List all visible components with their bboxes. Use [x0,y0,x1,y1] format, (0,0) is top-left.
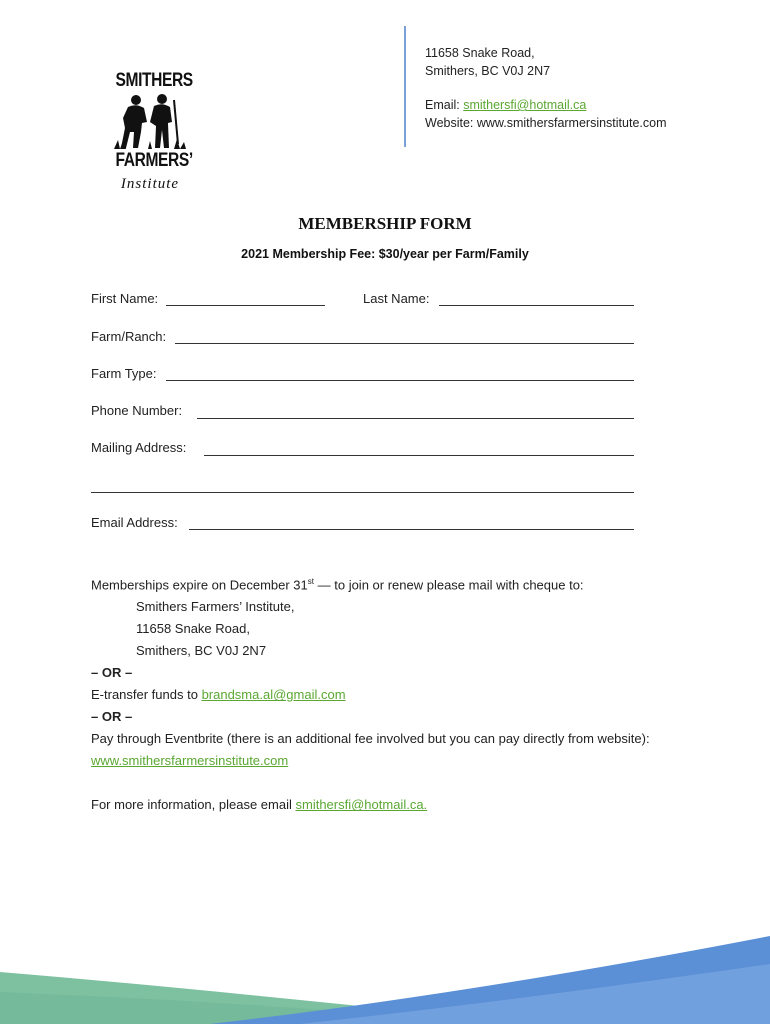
contact-block [425,45,667,132]
logo-word-institute: Institute [120,176,180,192]
address-street: 11658 Snake Road, [425,46,535,60]
contact-email-line: Email: smithersfi@hotmail.ca [425,98,587,112]
eventbrite-website-link[interactable]: www.smithersfarmersinstitute.com [91,753,289,769]
mail-to-line-3: Smithers, BC V0J 2N7 [136,643,267,659]
form-title: MEMBERSHIP FORM [298,214,472,233]
farm-type-line[interactable] [166,380,634,381]
email-address-line[interactable] [189,529,634,530]
or-separator-2: – OR – [91,709,133,725]
farm-ranch-line[interactable] [175,343,634,344]
first-name-label: First Name: [91,291,159,306]
footer-wave-decoration [0,934,770,1024]
mailing-address-line-1[interactable] [204,455,634,456]
phone-number-line[interactable] [197,418,634,419]
address-city: Smithers, BC V0J 2N7 [425,63,551,78]
logo-word-farmers: FARMERS’ [115,150,193,171]
mail-to-line-2: 11658 Snake Road, [136,621,250,637]
header-divider [404,26,406,147]
last-name-label: Last Name: [363,291,430,306]
farm-ranch-label: Farm/Ranch: [91,329,167,344]
more-info-line: For more information, please email smithersfi@hotmail.ca. [91,797,428,813]
phone-number-label: Phone Number: [91,403,183,418]
last-name-line[interactable] [439,305,634,306]
expiry-line: Memberships expire on December 31st — to join or renew please mail with cheque to: [91,577,584,593]
email-address-label: Email Address: [91,515,178,530]
membership-instructions [91,571,651,816]
or-separator-1: – OR – [91,665,133,681]
eventbrite-line: Pay through Eventbrite (there is an additional fee involved but you can pay directly from website): www.smithersfarmersinstitute.com [91,731,650,769]
more-info-email-link[interactable]: smithersfi@hotmail.ca. [295,797,428,813]
etransfer-email-link[interactable]: brandsma.al@gmail.com [201,687,346,703]
membership-fee: 2021 Membership Fee: $30/year per Farm/Family [241,247,529,261]
first-name-line[interactable] [166,305,325,306]
mailing-address-line-2[interactable] [91,492,634,493]
contact-website-line: Website: www.smithersfarmersinstitute.com [425,115,667,130]
farmers-silhouette-icon [114,92,186,150]
mail-to-line-1: Smithers Farmers’ Institute, [136,599,295,615]
etransfer-line: E-transfer funds to brandsma.al@gmail.com [91,687,346,703]
logo-word-smithers: SMITHERS [115,70,193,91]
contact-website-text: www.smithersfarmersinstitute.com [476,115,667,130]
smithers-farmers-institute-logo [108,66,192,196]
mailing-address-label: Mailing Address: [91,440,187,455]
farm-type-label: Farm Type: [91,366,157,381]
contact-email-link[interactable]: smithersfi@hotmail.ca [463,98,587,112]
